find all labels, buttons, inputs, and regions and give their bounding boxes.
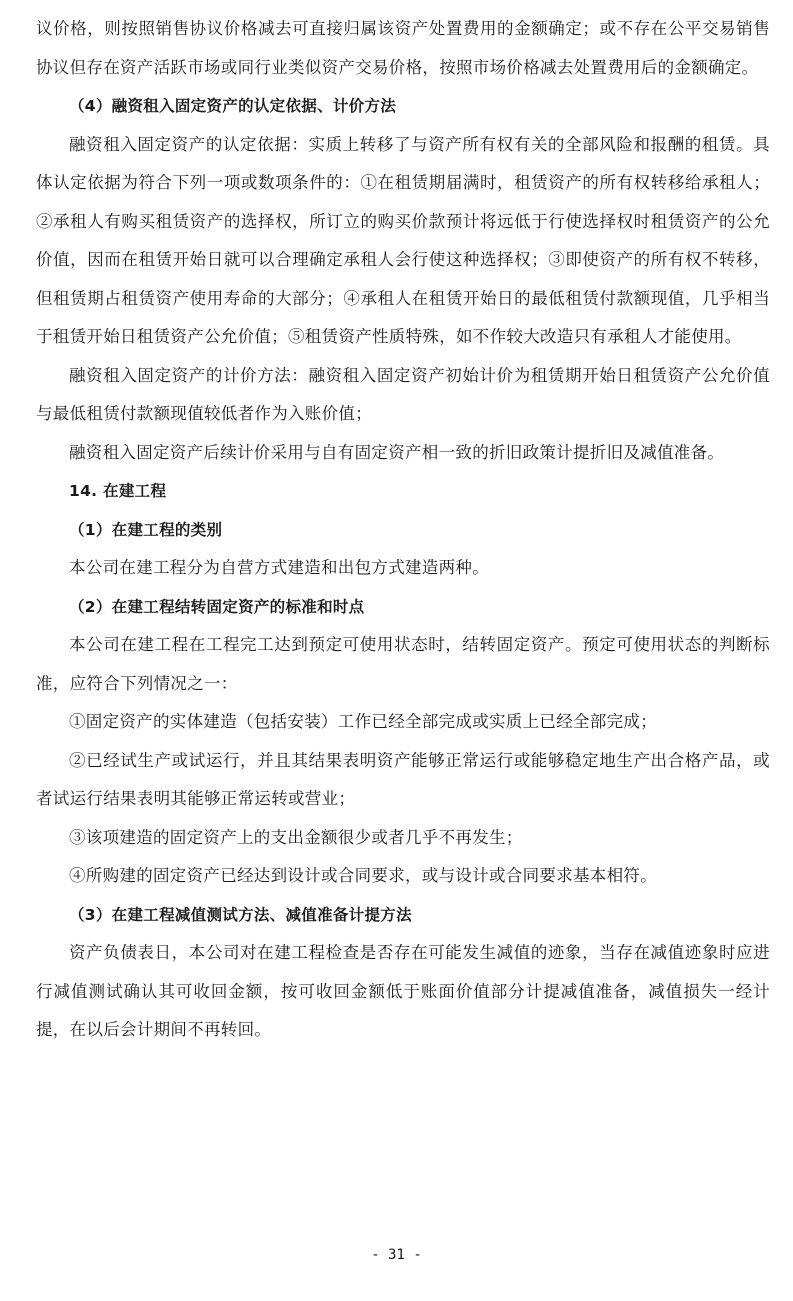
- paragraph-recognition-basis: 融资租入固定资产的认定依据：实质上转移了与资产所有权有关的全部风险和报酬的租赁。具体认定依据为符合下列一项或数项条件的：①在租赁期届满时，租赁资产的所有权转移给承租人；②承租人有购买租赁资产的选择权，所订立的购买价款预计将远低于行使选择权时租赁资产的公允价值，因而在租赁开始日就可以合理确定承租人会行使这种选择权；③即使资产的所有权不转移，但租赁期占租赁资产使用寿命的大部分；④承租人在租赁开始日的最低租赁付款额现值，几乎相当于租赁开始日租赁资产公允价值；⑤租赁资产性质特殊，如不作较大改造只有承租人才能使用。: [36, 134, 770, 346]
- page-body: [36, 10, 770, 1050]
- paragraph-valuation-method: 融资租入固定资产的计价方法：融资租入固定资产初始计价为租赁期开始日租赁资产公允价值与最低租赁付款额现值较低者作为入账价值；: [36, 365, 770, 423]
- heading-transfer-criteria: （2）在建工程结转固定资产的标准和时点: [69, 597, 365, 616]
- list-item-criterion-3: ③该项建造的固定资产上的支出金额很少或者几乎不再发生；: [69, 827, 523, 847]
- heading-construction-in-progress: 14. 在建工程: [69, 482, 167, 500]
- heading-impairment: （3）在建工程减值测试方法、减值准备计提方法: [69, 905, 412, 924]
- list-item-criterion-4: ④所购建的固定资产已经达到设计或合同要求，或与设计或合同要求基本相符。: [69, 866, 657, 885]
- heading-cip-categories: （1）在建工程的类别: [69, 520, 223, 539]
- paragraph-cip-categories: 本公司在建工程分为自营方式建造和出包方式建造两种。: [69, 558, 489, 577]
- paragraph-continued: 议价格，则按照销售协议价格减去可直接归属该资产处置费用的金额确定；或不存在公平交易销售协议但存在资产活跃市场或同行业类似资产交易价格，按照市场价格减去处置费用后的金额确定。: [36, 19, 770, 77]
- page-number: - 31 -: [371, 1247, 422, 1263]
- paragraph-impairment: 资产负债表日，本公司对在建工程检查是否存在可能发生减值的迹象，当存在减值迹象时应进行减值测试确认其可收回金额，按可收回金额低于账面价值部分计提减值准备，减值损失一经计提，在以后会计期间不再转回。: [36, 943, 770, 1039]
- paragraph-subsequent-valuation: 融资租入固定资产后续计价采用与自有固定资产相一致的折旧政策计提折旧及减值准备。: [69, 442, 725, 462]
- heading-financing-lease: （4）融资租入固定资产的认定依据、计价方法: [69, 97, 397, 115]
- paragraph-transfer-criteria: 本公司在建工程在工程完工达到预定可使用状态时，结转固定资产。预定可使用状态的判断标准，应符合下列情况之一：: [36, 635, 770, 693]
- list-item-criterion-1: ①固定资产的实体建造（包括安装）工作已经全部完成或实质上已经全部完成；: [69, 712, 657, 731]
- list-item-criterion-2: ②已经试生产或试运行，并且其结果表明资产能够正常运行或能够稳定地生产出合格产品，或者试运行结果表明其能够正常运转或营业；: [36, 750, 770, 808]
